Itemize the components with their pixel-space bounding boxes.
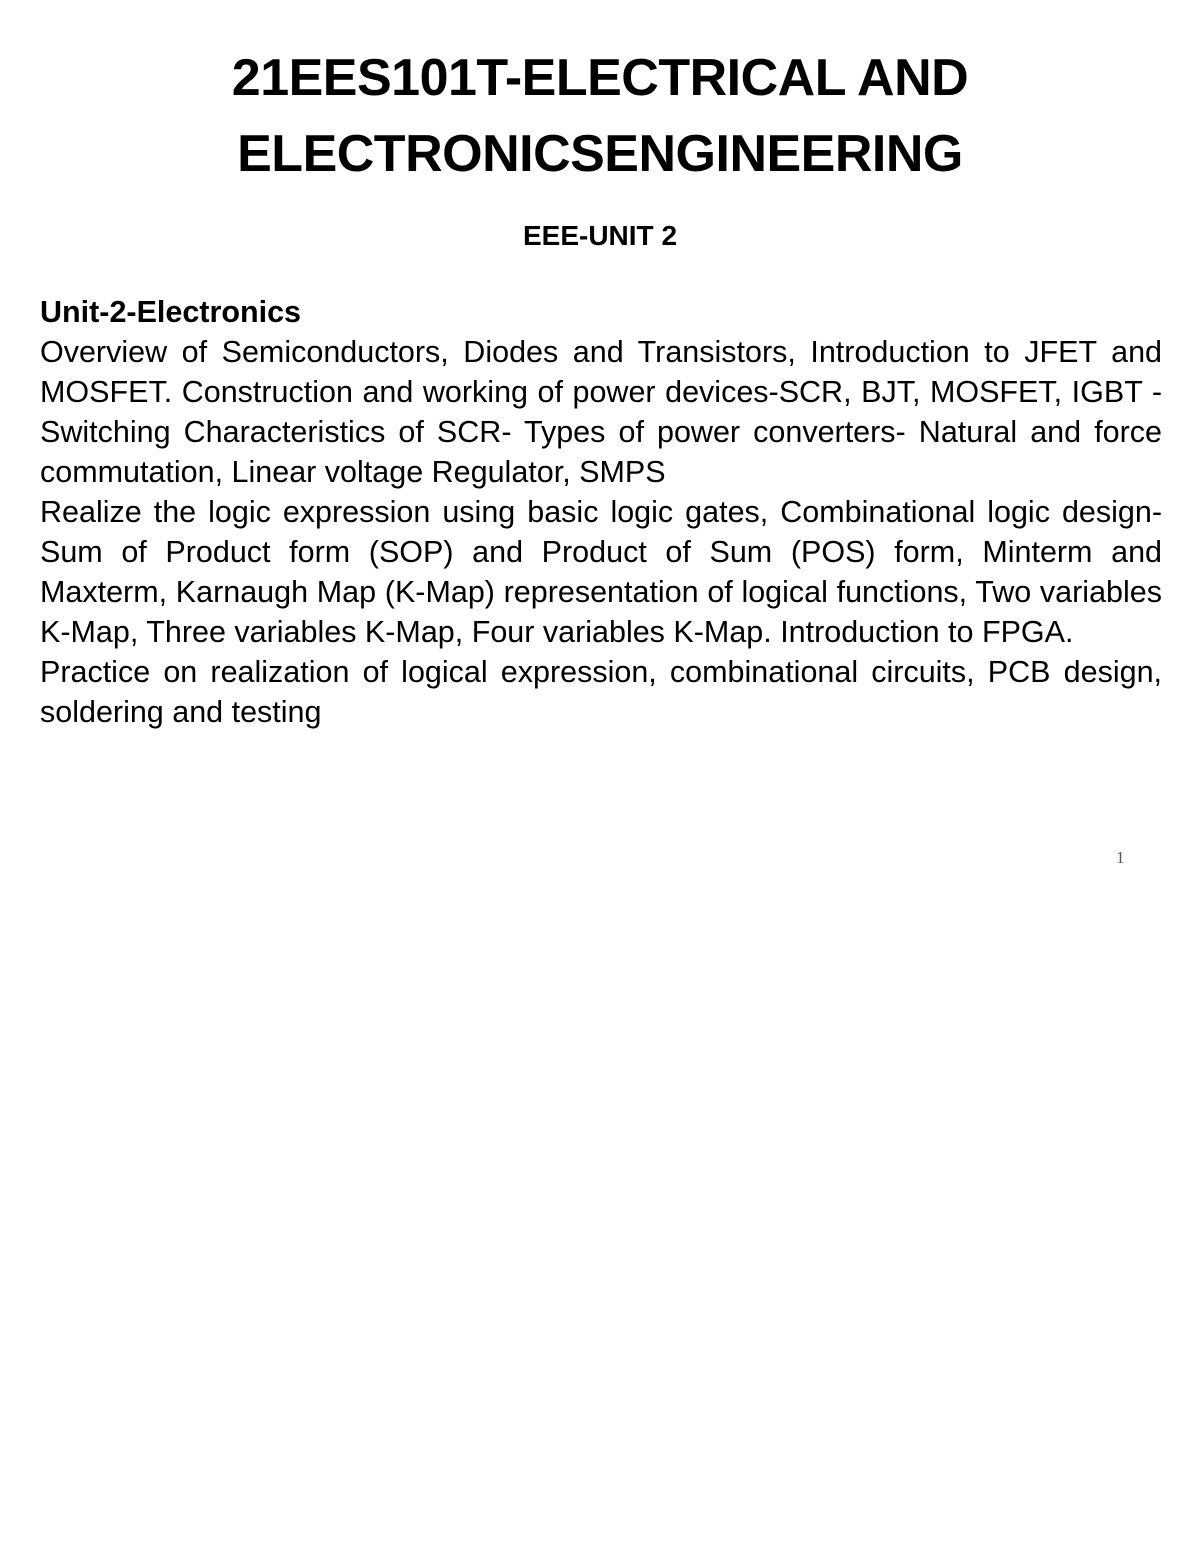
unit-heading: Unit-2-Electronics bbox=[40, 295, 301, 329]
syllabus-paragraph-2: Realize the logic expression using basic logic gates, Combinational logic design-Sum of Product form (SOP) and Product of Sum (POS) form, Minterm and Maxterm, Karnaugh Map (K-Map) representation of logical functions, Two variables K-Map, Three variables K-Map, Four variables K-Map. Introduction to FPGA. bbox=[40, 495, 1162, 649]
document-subtitle: EEE-UNIT 2 bbox=[522, 220, 678, 251]
document-title bbox=[60, 40, 1140, 192]
syllabus-paragraph-3: Practice on realization of logical expression, combinational circuits, PCB design, soldering and testing bbox=[40, 655, 1162, 729]
title-line-1: 21EES101T-ELECTRICAL AND bbox=[231, 49, 969, 107]
syllabus-paragraph-1: Overview of Semiconductors, Diodes and Transistors, Introduction to JFET and MOSFET. Construction and working of power devices-SCR, BJT, MOSFET, IGBT -Switching Characteristics of SCR- Types of power converters- Natural and force commutation, Linear voltage Regulator, SMPS bbox=[40, 335, 1162, 489]
title-line-2: ELECTRONICSENGINEERING bbox=[237, 125, 963, 183]
page-number: 1 bbox=[1116, 848, 1125, 867]
document-body bbox=[40, 292, 1162, 732]
